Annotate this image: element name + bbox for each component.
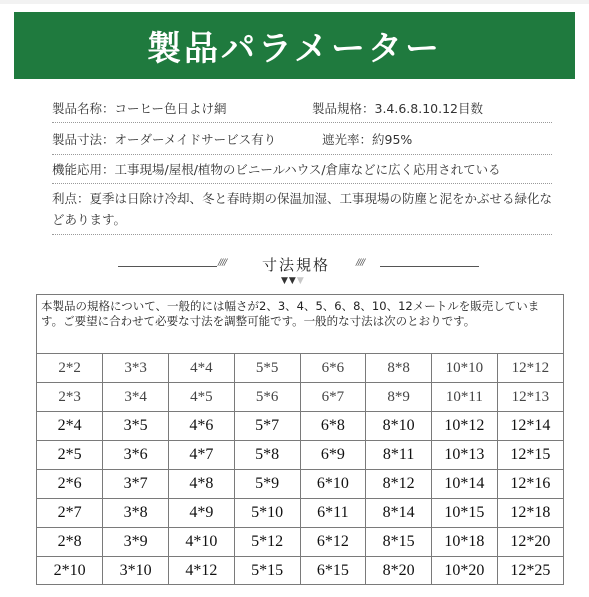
- size-cell: 3*8: [103, 499, 169, 528]
- size-cell: 5*6: [234, 383, 300, 412]
- param-shade-rate: 遮光率：約95%: [322, 131, 413, 147]
- size-cell: 12*25: [497, 557, 563, 586]
- size-cell: 6*10: [300, 470, 366, 499]
- param-product-name: 製品名称：コーヒー色日よけ網: [52, 101, 227, 116]
- size-cell: 8*14: [366, 499, 432, 528]
- size-cell: 10*12: [432, 412, 498, 441]
- table-row: [37, 499, 563, 528]
- size-cell: 4*10: [169, 528, 235, 557]
- size-cell: 8*15: [366, 528, 432, 557]
- size-cell: 12*14: [497, 412, 563, 441]
- size-cell: 5*8: [234, 441, 300, 470]
- size-cell: 3*3: [103, 354, 169, 383]
- size-cell: 6*8: [300, 412, 366, 441]
- size-cell: 10*18: [432, 528, 498, 557]
- param-row: [52, 123, 552, 155]
- param-product-spec: 製品規格：3.4.6.8.10.12目数: [312, 101, 483, 116]
- size-cell: 10*14: [432, 470, 498, 499]
- size-cell: 12*12: [497, 354, 563, 383]
- size-cell: 10*11: [432, 383, 498, 412]
- size-note: 本製品の規格について、一般的には幅さが2、3、4、5、6、8、10、12メートルを販売しています。ご要望に合わせて必要な寸法を調整可能です。一般的な寸法は次のとおりです。: [41, 299, 540, 328]
- page-title: 製品パラメーター: [147, 29, 442, 69]
- param-product-size: 製品寸法：オーダーメイドサービス有り: [52, 131, 277, 147]
- size-cell: 12*13: [497, 383, 563, 412]
- size-cell: 5*12: [234, 528, 300, 557]
- size-cell: 12*16: [497, 470, 563, 499]
- table-row: [37, 470, 563, 499]
- size-section-header: [0, 252, 589, 288]
- size-cell: 8*11: [366, 441, 432, 470]
- size-cell: 6*15: [300, 557, 366, 586]
- size-cell: 3*5: [103, 412, 169, 441]
- size-cell: 3*7: [103, 470, 169, 499]
- size-cell: 3*4: [103, 383, 169, 412]
- size-cell: 10*20: [432, 557, 498, 586]
- param-row: [52, 94, 552, 123]
- size-cell: 5*9: [234, 470, 300, 499]
- size-cell: 5*7: [234, 412, 300, 441]
- size-cell: 8*8: [366, 354, 432, 383]
- table-row: [37, 528, 563, 557]
- size-cell: 4*9: [169, 499, 235, 528]
- size-cell: 6*12: [300, 528, 366, 557]
- size-cell: 8*20: [366, 557, 432, 586]
- section-title: 寸法規格: [262, 256, 331, 274]
- size-table-box: [36, 294, 564, 585]
- param-function: 機能応用：工事現場/屋根/植物のビニールハウス/倉庫などに広く応用されている: [52, 162, 501, 177]
- size-cell: 5*15: [234, 557, 300, 586]
- title-banner: [14, 12, 575, 79]
- triangle-down-icon: ▼▼▼: [281, 276, 305, 286]
- size-cell: 4*4: [169, 354, 235, 383]
- size-cell: 4*12: [169, 557, 235, 586]
- size-cell: 8*10: [366, 412, 432, 441]
- size-cell: 4*7: [169, 441, 235, 470]
- size-cell: 2*2: [37, 354, 103, 383]
- size-cell: 10*13: [432, 441, 498, 470]
- size-cell: 2*10: [37, 557, 103, 586]
- size-cell: 5*5: [234, 354, 300, 383]
- param-row: [52, 155, 552, 184]
- size-cell: 12*20: [497, 528, 563, 557]
- size-cell: 12*18: [497, 499, 563, 528]
- size-table: [37, 353, 563, 585]
- size-cell: 6*6: [300, 354, 366, 383]
- table-row: [37, 412, 563, 441]
- param-row: [52, 184, 552, 235]
- slash-decoration-right: ////: [356, 258, 365, 268]
- size-cell: 2*6: [37, 470, 103, 499]
- size-cell: 6*11: [300, 499, 366, 528]
- size-cell: 2*3: [37, 383, 103, 412]
- divider-line-left: [118, 266, 217, 267]
- size-cell: 6*7: [300, 383, 366, 412]
- size-cell: 6*9: [300, 441, 366, 470]
- table-row: [37, 441, 563, 470]
- size-cell: 3*6: [103, 441, 169, 470]
- size-cell: 5*10: [234, 499, 300, 528]
- size-cell: 4*8: [169, 470, 235, 499]
- size-cell: 2*7: [37, 499, 103, 528]
- size-cell: 10*10: [432, 354, 498, 383]
- table-row: [37, 354, 563, 383]
- size-cell: 4*6: [169, 412, 235, 441]
- size-cell: 3*10: [103, 557, 169, 586]
- size-cell: 3*9: [103, 528, 169, 557]
- top-divider: [0, 0, 589, 4]
- table-row: [37, 557, 563, 586]
- size-cell: 10*15: [432, 499, 498, 528]
- divider-line-right: [380, 266, 479, 267]
- size-cell: 8*12: [366, 470, 432, 499]
- size-cell: 2*4: [37, 412, 103, 441]
- size-cell: 8*9: [366, 383, 432, 412]
- param-merit: 利点：夏季は日除け冷却、冬と春時期の保温加湿、工事現場の防塵と泥をかぶせる緑化などあります。: [52, 191, 553, 227]
- table-row: [37, 383, 563, 412]
- size-cell: 4*5: [169, 383, 235, 412]
- slash-decoration-left: ////: [218, 258, 227, 268]
- parameter-list: [52, 94, 552, 235]
- size-cell: 2*8: [37, 528, 103, 557]
- size-cell: 12*15: [497, 441, 563, 470]
- size-cell: 2*5: [37, 441, 103, 470]
